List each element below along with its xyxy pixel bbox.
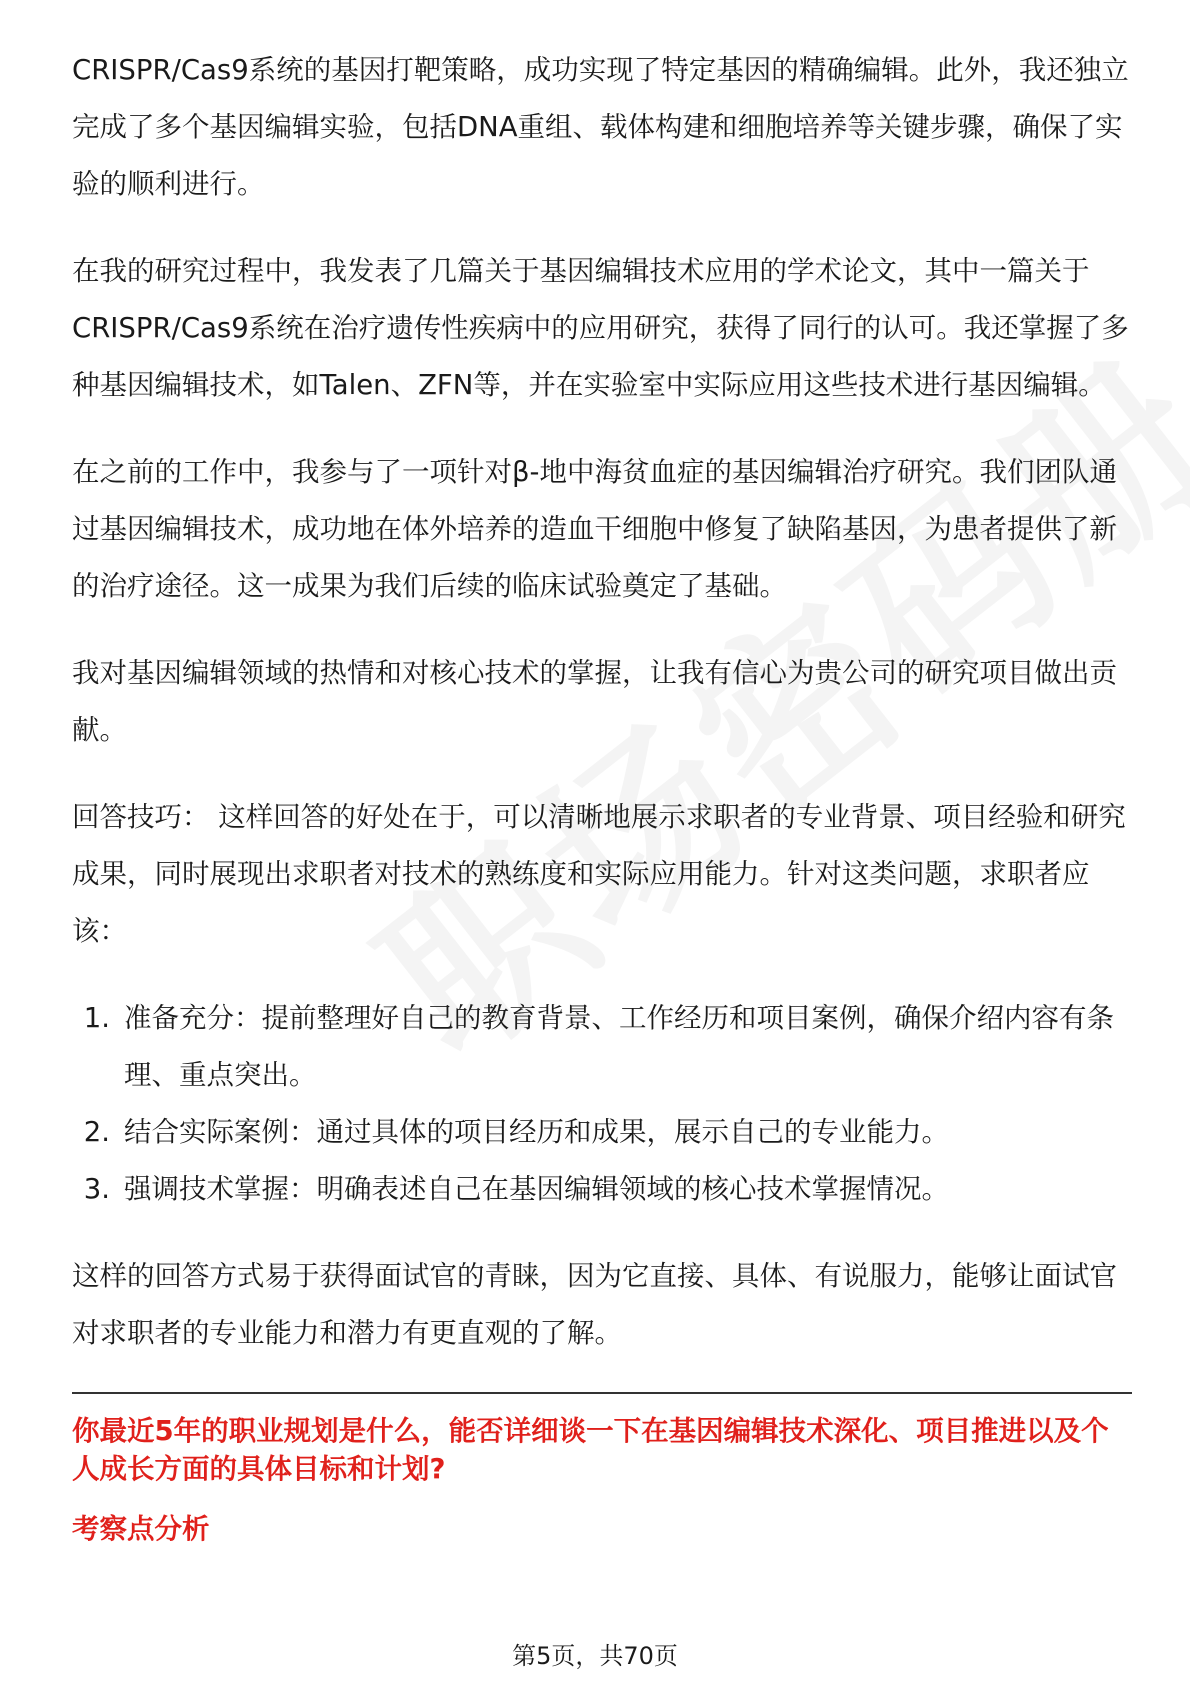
tips-list [72,990,1132,1218]
document-body [72,42,1132,1548]
list-item-text: 强调技术掌握：明确表述自己在基因编辑领域的核心技术掌握情况。 [124,1173,949,1205]
section-divider [72,1392,1132,1394]
paragraph-gene-targeting: CRISPR/Cas9系统的基因打靶策略，成功实现了特定基因的精确编辑。此外，我还独立完成了多个基因编辑实验，包括DNA重组、载体构建和细胞培养等关键步骤，确保了实验的顺利进行。 [72,54,1129,200]
list-item-number: 2. [83,1116,110,1148]
paragraph-previous-work: 在之前的工作中，我参与了一项针对β-地中海贫血症的基因编辑治疗研究。我们团队通过基因编辑技术，成功地在体外培养的造血干细胞中修复了缺陷基因，为患者提供了新的治疗途径。这一成果为我们后续的临床试验奠定了基础。 [72,456,1117,602]
list-item [72,1104,1132,1161]
list-item-number: 1. [83,1002,110,1034]
list-item-text: 结合实际案例：通过具体的项目经历和成果，展示自己的专业能力。 [124,1116,949,1148]
list-item [72,1161,1132,1218]
list-item-text: 准备充分：提前整理好自己的教育背景、工作经历和项目案例，确保介绍内容有条理、重点突出。 [124,1002,1114,1091]
analysis-subheading: 考察点分析 [72,1513,210,1545]
list-item-number: 3. [83,1173,110,1205]
paragraph-contribution: 我对基因编辑领域的热情和对核心技术的掌握，让我有信心为贵公司的研究项目做出贡献。 [72,657,1117,746]
paragraph-conclusion: 这样的回答方式易于获得面试官的青睐，因为它直接、具体、有说服力，能够让面试官对求职者的专业能力和潜力有更直观的了解。 [72,1260,1117,1349]
list-item [72,990,1132,1104]
next-question-heading: 你最近5年的职业规划是什么，能否详细谈一下在基因编辑技术深化、项目推进以及个人成长方面的具体目标和计划? [72,1415,1109,1485]
page-number-footer: 第5页，共70页 [512,1642,678,1670]
paragraph-research-papers: 在我的研究过程中，我发表了几篇关于基因编辑技术应用的学术论文，其中一篇关于CRISPR/Cas9系统在治疗遗传性疾病中的应用研究，获得了同行的认可。我还掌握了多种基因编辑技术，如Talen、ZFN等，并在实验室中实际应用这些技术进行基因编辑。 [72,255,1129,401]
paragraph-answer-tips: 回答技巧： 这样回答的好处在于，可以清晰地展示求职者的专业背景、项目经验和研究成果，同时展现出求职者对技术的熟练度和实际应用能力。针对这类问题，求职者应该： [72,801,1126,947]
